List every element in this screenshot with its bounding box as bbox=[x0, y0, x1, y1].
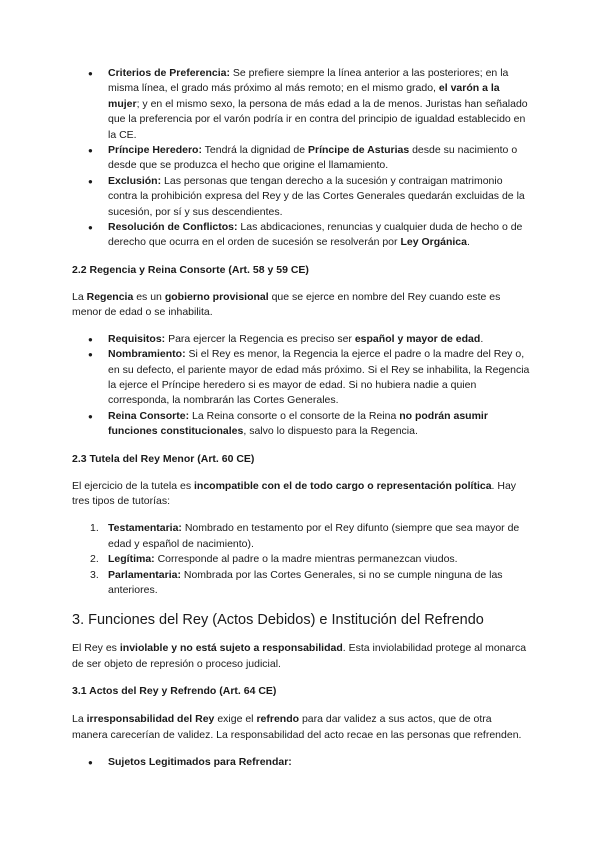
list-item: 2. Legítima: Corresponde al padre o la madre mientras permanezcan viudos. bbox=[90, 553, 458, 566]
list-item: ● Criterios de Preferencia: Se prefiere siempre la línea anterior a las posteriores; en la misma línea, el grado más próximo al más remoto; en el mismo grado, el varón a la mujer; y en el mismo sexo, la persona de más edad a la de menos. Juristas han señalado que la preferencia por el varón podría ir en contra del principio de igualdad establecido en la CE. bbox=[72, 66, 530, 143]
section-heading-2-2: 2.2 Regencia y Reina Consorte (Art. 58 y 59 CE) bbox=[72, 263, 309, 276]
paragraph: La irresponsabilidad del Rey exige el refrendo para dar validez a sus actos, que de otra manera carecerían de validez. La responsabilidad del acto recae en las personas que refrenden. bbox=[72, 713, 522, 741]
list-item: ● Reina Consorte: La Reina consorte o el consorte de la Reina no podrán asumir funciones constitucionales, salvo lo dispuesto para la Regencia. bbox=[72, 409, 530, 440]
paragraph: La Regencia es un gobierno provisional que se ejerce en nombre del Rey cuando este es menor de edad o se inhabilita. bbox=[72, 290, 501, 319]
tutoria-list bbox=[72, 521, 530, 598]
paragraph: El Rey es inviolable y no está sujeto a responsabilidad. Esta inviolabilidad protege al monarca de ser objeto de represión o proceso judicial. bbox=[72, 642, 527, 670]
list-item: ● Exclusión: Las personas que tengan derecho a la sucesión y contraigan matrimonio contra la prohibición expresa del Rey y de las Cortes Generales quedarán excluidas de la sucesión, por sí y sus descendientes. bbox=[72, 174, 530, 220]
list-item: ● Requisitos: Para ejercer la Regencia es preciso ser español y mayor de edad. bbox=[72, 332, 530, 347]
document-page bbox=[72, 66, 530, 770]
refrendo-list bbox=[72, 755, 530, 770]
list-item: ● Sujetos Legitimados para Refrendar: bbox=[72, 755, 530, 770]
list-item: 3. Parlamentaria: Nombrada por las Cortes Generales, si no se cumple ninguna de las anteriores. bbox=[90, 568, 503, 596]
succession-rules-list bbox=[72, 66, 530, 251]
section-heading-3-1: 3.1 Actos del Rey y Refrendo (Art. 64 CE) bbox=[72, 685, 277, 698]
regencia-list bbox=[72, 332, 530, 440]
list-item: ● Resolución de Conflictos: Las abdicaciones, renuncias y cualquier duda de hecho o de derecho que ocurra en el orden de sucesión se resolverán por Ley Orgánica. bbox=[72, 220, 530, 251]
list-item: ● Príncipe Heredero: Tendrá la dignidad de Príncipe de Asturias desde su nacimiento o desde que se produzca el hecho que origine el llamamiento. bbox=[72, 143, 530, 174]
list-item: 1. Testamentaria: Nombrado en testamento por el Rey difunto (siempre que sea mayor de edad y español de nacimiento). bbox=[90, 522, 520, 550]
section-heading-3: 3. Funciones del Rey (Actos Debidos) e Institución del Refrendo bbox=[72, 612, 484, 629]
paragraph: El ejercicio de la tutela es incompatible con el de todo cargo o representación política. Hay tres tipos de tutorías: bbox=[72, 479, 517, 507]
section-heading-2-3: 2.3 Tutela del Rey Menor (Art. 60 CE) bbox=[72, 452, 255, 465]
list-item: ● Nombramiento: Si el Rey es menor, la Regencia la ejerce el padre o la madre del Rey o, en su defecto, el pariente mayor de edad más próximo. Si el Rey se inhabilita, la Regencia la ejerce el Príncipe heredero si es mayor de edad. Si no hubiera nadie a quien corresponda, la nombrarán las Cortes Generales. bbox=[72, 347, 530, 409]
